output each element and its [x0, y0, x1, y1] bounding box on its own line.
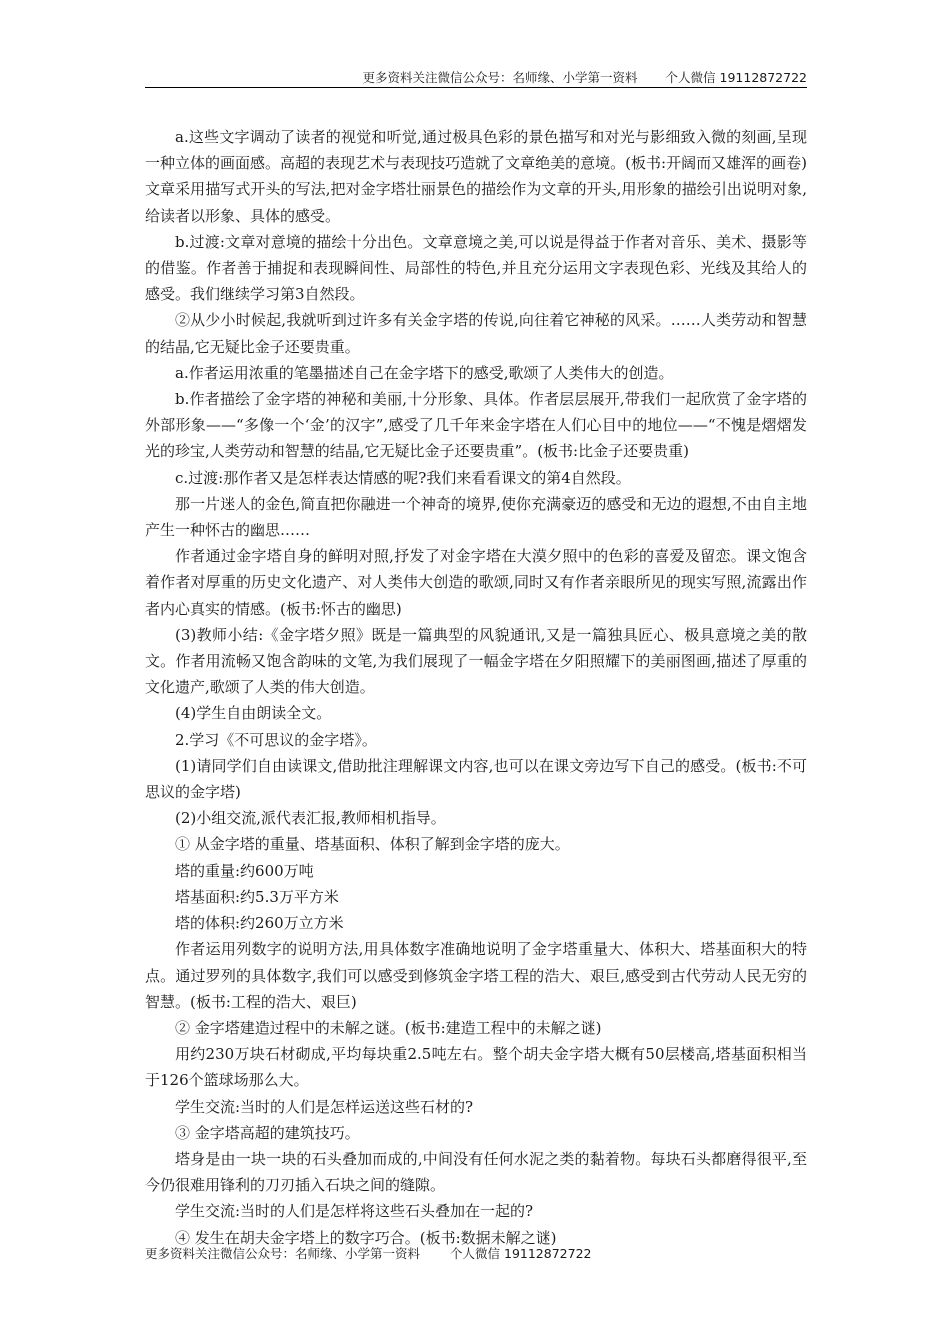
paragraph: a.这些文字调动了读者的视觉和听觉,通过极具色彩的景色描写和对光与影细致入微的刻画,呈现一种立体的画面感。高超的表现艺术与表现技巧造就了文章绝美的意境。(板书:开阔而又雄浑的画卷)文章采用描写式开头的写法,把对金字塔壮丽景色的描绘作为文章的开头,用形象的描绘引出说明对象,给读者以形象、具体的感受。 [145, 128, 807, 225]
paragraph: (4)学生自由朗读全文。 [175, 704, 332, 723]
page-header [145, 68, 807, 88]
paragraph: 塔基面积:约5.3万平方米 [175, 887, 339, 906]
paragraph: c.过渡:那作者又是怎样表达情感的呢?我们来看看课文的第4自然段。 [175, 468, 631, 487]
paragraph: b.作者描绘了金字塔的神秘和美丽,十分形象、具体。作者层层展开,带我们一起欣赏了金字塔的外部形象——“多像一个‘金’的汉字”,感受了几千年来金字塔在人们心目中的地位——“不愧是熠熠发光的珍宝,人类劳动和智慧的结晶,它无疑比金子还要贵重”。(板书:比金子还要贵重) [145, 390, 807, 461]
header-promo-text: 更多资料关注微信公众号：名师缘、小学第一资料 [362, 70, 638, 85]
paragraph: b.过渡:文章对意境的描绘十分出色。文章意境之美,可以说是得益于作者对音乐、美术、摄影等的借鉴。作者善于捕捉和表现瞬间性、局部性的特色,并且充分运用文字表现色彩、光线及其给人的感受。我们继续学习第3自然段。 [145, 232, 807, 304]
paragraph: (2)小组交流,派代表汇报,教师相机指导。 [175, 809, 446, 828]
paragraph: 塔身是由一块一块的石头叠加而成的,中间没有任何水泥之类的黏着物。每块石头都磨得很平,至今仍很难用锋利的刀刃插入石块之间的缝隙。 [145, 1149, 807, 1195]
paragraph: 作者运用列数字的说明方法,用具体数字准确地说明了金字塔重量大、体积大、塔基面积大的特点。通过罗列的具体数字,我们可以感受到修筑金字塔工程的浩大、艰巨,感受到古代劳动人民无穷的智慧。(板书:工程的浩大、艰巨) [145, 940, 807, 1011]
paragraph: 那一片迷人的金色,简直把你融进一个神奇的境界,使你充满豪迈的感受和无边的遐想,不由自主地产生一种怀古的幽思…… [145, 494, 807, 540]
paragraph: 学生交流:当时的人们是怎样运送这些石材的? [175, 1097, 474, 1116]
paragraph: (1)请同学们自由读课文,借助批注理解课文内容,也可以在课文旁边写下自己的感受。(板书:不可思议的金字塔) [145, 756, 807, 802]
paragraph: ④ 发生在胡夫金字塔上的数字巧合。(板书:数据未解之谜) [175, 1228, 557, 1247]
paragraph: 学生交流:当时的人们是怎样将这些石头叠加在一起的? [175, 1202, 534, 1221]
paragraph: 作者通过金字塔自身的鲜明对照,抒发了对金字塔在大漠夕照中的色彩的喜爱及留恋。课文饱含着作者对厚重的历史文化遗产、对人类伟大创造的歌颂,同时又有作者亲眼所见的现实写照,流露出作者内心真实的情感。(板书:怀古的幽思) [145, 547, 807, 618]
paragraph: ③ 金字塔高超的建筑技巧。 [175, 1123, 360, 1142]
header-divider [145, 87, 807, 88]
paragraph: a.作者运用浓重的笔墨描述自己在金字塔下的感受,歌颂了人类伟大的创造。 [175, 363, 674, 382]
paragraph: 用约230万块石材砌成,平均每块重2.5吨左右。整个胡夫金字塔大概有50层楼高,塔基面积相当于126个篮球场那么大。 [145, 1045, 807, 1090]
paragraph: ② 金字塔建造过程中的未解之谜。(板书:建造工程中的未解之谜) [175, 1018, 602, 1037]
footer-promo-text: 更多资料关注微信公众号：名师缘、小学第一资料 [145, 1246, 421, 1261]
paragraph: 塔的重量:约600万吨 [175, 861, 314, 880]
document-body [145, 124, 807, 1251]
page-footer [145, 1244, 591, 1264]
paragraph: (3)教师小结:《金字塔夕照》既是一篇典型的风貌通讯,又是一篇独具匠心、极具意境之美的散文。作者用流畅又饱含韵味的文笔,为我们展现了一幅金字塔在夕阳照耀下的美丽图画,描述了厚重的文化遗产,歌颂了人类的伟大创造。 [145, 625, 807, 697]
paragraph: ① 从金字塔的重量、塔基面积、体积了解到金字塔的庞大。 [175, 835, 570, 854]
paragraph: 2.学习《不可思议的金字塔》。 [175, 730, 377, 749]
footer-wechat-text: 个人微信 19112872722 [450, 1246, 592, 1261]
header-wechat-text: 个人微信 19112872722 [665, 70, 807, 85]
paragraph: 塔的体积:约260万立方米 [175, 914, 344, 933]
paragraph: ②从少小时候起,我就听到过许多有关金字塔的传说,向往着它神秘的风采。……人类劳动和智慧的结晶,它无疑比金子还要贵重。 [145, 311, 807, 356]
